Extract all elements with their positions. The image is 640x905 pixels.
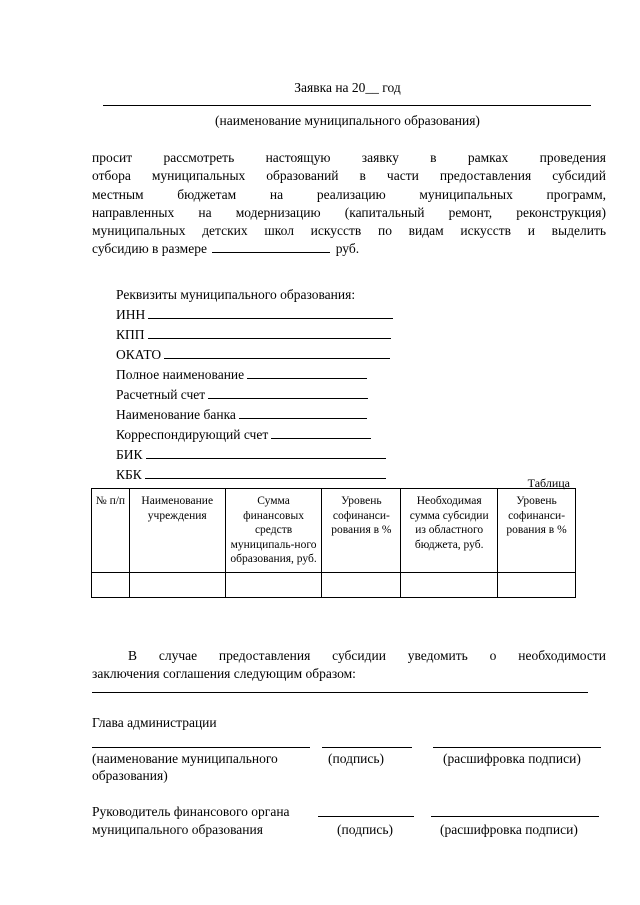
header-number: № п/п	[92, 489, 130, 573]
amount-prefix: субсидию в размере	[92, 241, 207, 257]
table-cell[interactable]	[129, 572, 225, 597]
requisite-bik	[116, 446, 386, 464]
requisite-label: ОКАТО	[116, 347, 162, 362]
requisite-bank	[116, 406, 367, 424]
request-line: отбора муниципальных образований в части предоставления субсидий	[92, 168, 606, 184]
head-caption-decode: (расшифровка подписи)	[443, 751, 581, 766]
requisite-okato	[116, 346, 390, 364]
table-cell[interactable]	[225, 572, 322, 597]
corr-account-field[interactable]	[271, 426, 371, 439]
head-caption-sign: (подпись)	[328, 751, 385, 766]
head-signature-field[interactable]	[322, 747, 412, 748]
table-cell[interactable]	[498, 572, 576, 597]
notice-method-field[interactable]	[92, 692, 588, 693]
requisite-label: Наименование банка	[116, 407, 236, 422]
table-cell[interactable]	[92, 572, 130, 597]
request-line: просит рассмотреть настоящую заявку в рамках проведения	[92, 150, 606, 165]
account-field[interactable]	[208, 386, 368, 399]
finance-caption-name: муниципального образования	[92, 822, 263, 837]
requisite-corr-account	[116, 426, 371, 444]
request-line: местным бюджетам на реализацию муниципальных программ,	[92, 186, 606, 202]
table-cell[interactable]	[401, 572, 498, 597]
head-decode-field[interactable]	[433, 747, 601, 748]
table-header-row	[92, 489, 576, 573]
header-cofinancing-level-2: Уровень софинанси-рования в %	[498, 489, 576, 573]
requisite-account	[116, 386, 368, 404]
head-caption-name: (наименование муниципального	[92, 751, 278, 766]
requisite-label: Расчетный счет	[116, 387, 206, 402]
finance-title: Руководитель финансового органа	[92, 804, 290, 819]
notice-line: В случае предоставления субсидии уведомить о необходимости	[128, 648, 606, 663]
requisite-label: БИК	[116, 447, 143, 462]
bank-field[interactable]	[239, 406, 367, 419]
finance-caption-sign: (подпись)	[337, 822, 394, 837]
request-line: направленных на модернизацию (капитальный ремонт, реконструкция)	[92, 204, 606, 220]
table-caption: Таблица	[527, 476, 570, 490]
requisite-full-name	[116, 366, 367, 384]
kpp-field[interactable]	[148, 326, 391, 339]
notice-line: заключения соглашения следующим образом:	[92, 666, 356, 681]
request-paragraph	[92, 149, 606, 259]
header-municipal-funds: Сумма финансовых средств муниципаль-ного образования, руб.	[225, 489, 322, 573]
inn-field[interactable]	[148, 306, 393, 319]
municipality-name-line	[103, 105, 591, 106]
requisite-inn	[116, 306, 393, 324]
table-cell[interactable]	[322, 572, 401, 597]
head-name-field[interactable]	[92, 747, 310, 748]
subsidy-table	[91, 488, 576, 598]
request-line-last	[92, 240, 606, 258]
form-title: Заявка на 20__ год	[294, 80, 401, 95]
bik-field[interactable]	[146, 446, 386, 459]
request-line: муниципальных детских школ искусств по видам искусств и выделить	[92, 223, 606, 239]
finance-decode-field[interactable]	[431, 816, 599, 817]
amount-suffix: руб.	[335, 241, 360, 257]
municipality-name-caption: (наименование муниципального образования)	[215, 113, 480, 128]
finance-caption-decode: (расшифровка подписи)	[440, 822, 578, 837]
requisite-label: Корреспондирующий счет	[116, 427, 269, 442]
requisite-kpp	[116, 326, 391, 344]
requisite-label: ИНН	[116, 307, 146, 322]
okato-field[interactable]	[164, 346, 390, 359]
head-caption-name-2: образования)	[92, 768, 168, 783]
requisite-kbk	[116, 466, 386, 484]
requisite-label: КПП	[116, 327, 145, 342]
requisite-label: Полное наименование	[116, 367, 245, 382]
header-institution: Наименование учреждения	[129, 489, 225, 573]
table-row	[92, 572, 576, 597]
requisite-label: КБК	[116, 467, 142, 482]
notice-paragraph	[92, 647, 606, 683]
amount-field[interactable]	[212, 240, 330, 253]
finance-signature-field[interactable]	[318, 816, 414, 817]
full-name-field[interactable]	[247, 366, 367, 379]
requisites-heading: Реквизиты муниципального образования:	[116, 287, 356, 302]
header-required-subsidy: Необходимая сумма субсидии из областного бюджета, руб.	[401, 489, 498, 573]
header-cofinancing-level: Уровень софинанси-рования в %	[322, 489, 401, 573]
kbk-field[interactable]	[145, 466, 386, 479]
head-title: Глава администрации	[92, 715, 217, 730]
